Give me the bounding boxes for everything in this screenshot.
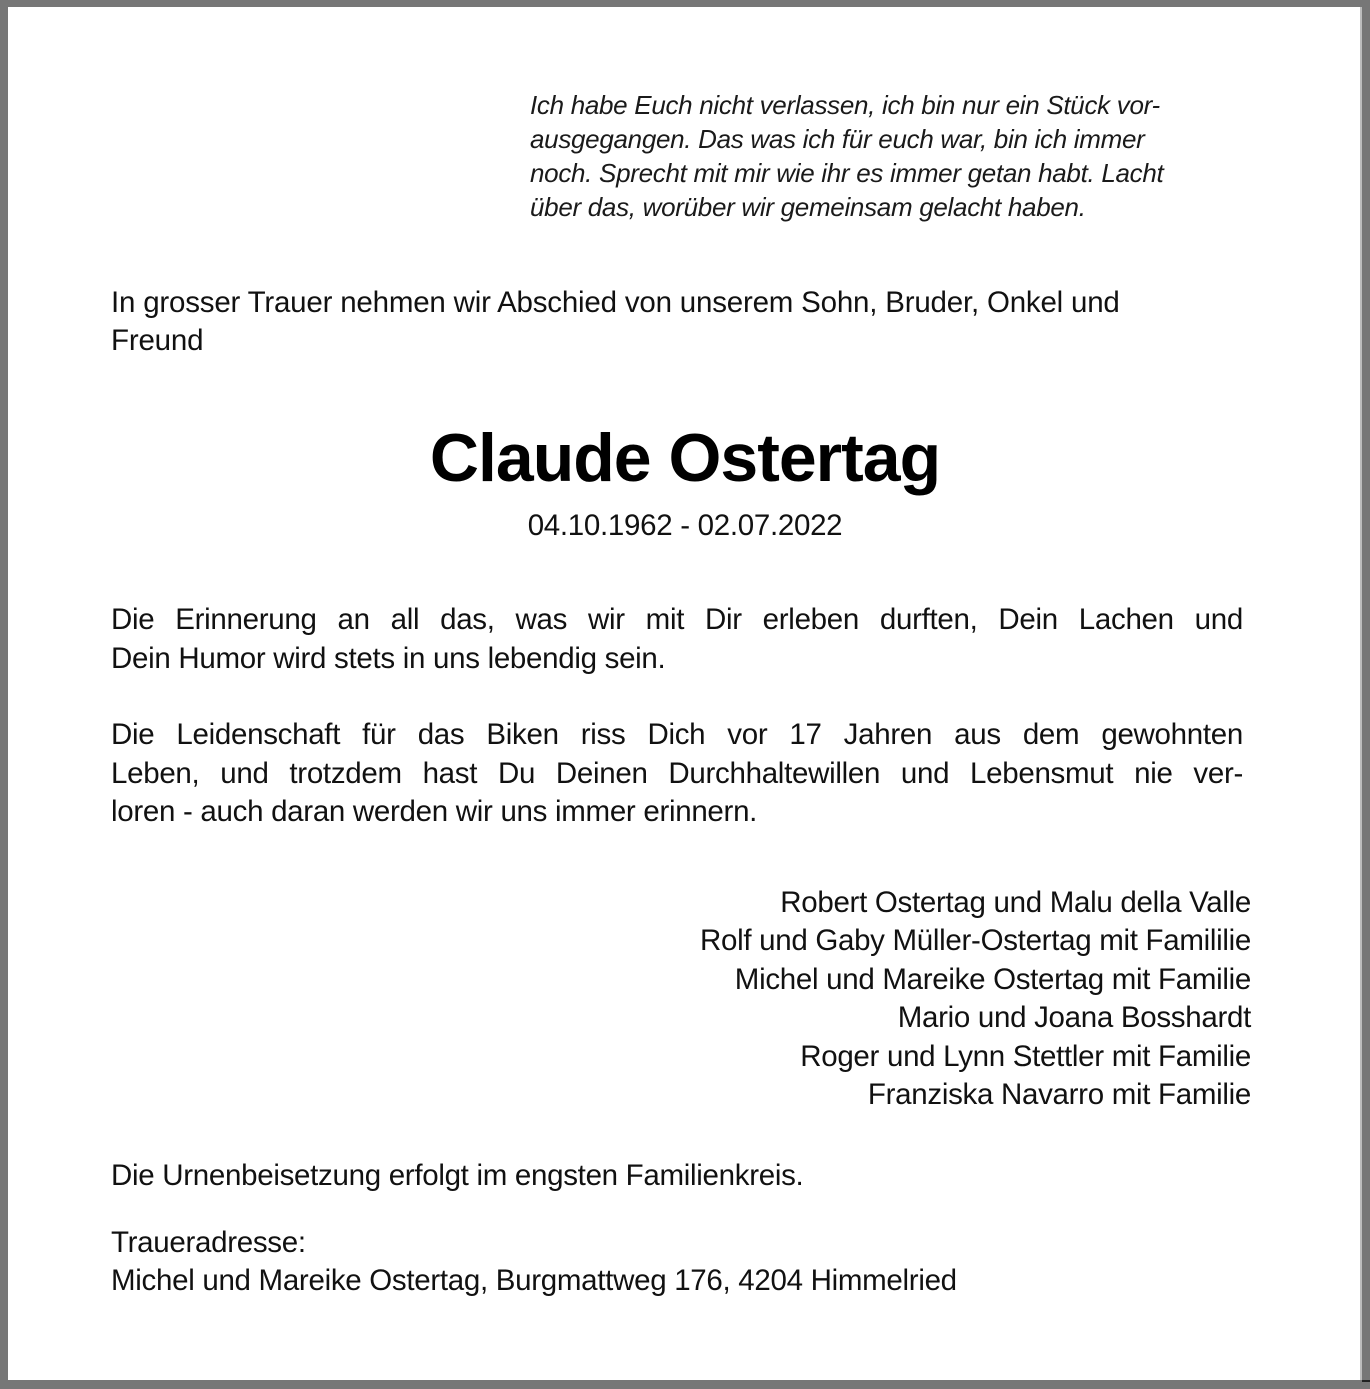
deceased-name: Claude Ostertag: [429, 420, 941, 496]
quote-line: Ich habe Euch nicht verlassen, ich bin nur ein Stück vor-: [530, 90, 1160, 120]
intro-line: In grosser Trauer nehmen wir Abschied von unserem Sohn, Bruder, Onkel und: [111, 286, 1120, 319]
address-label: Traueradresse:: [111, 1226, 306, 1259]
quote-line: noch. Sprecht mit mir wie ihr es immer getan habt. Lacht: [530, 158, 1164, 188]
paragraph-line: loren - auch daran werden wir uns immer erinnern.: [111, 795, 758, 828]
paragraph-line: Leben, und trotzdem hast Du Deinen Durchhaltewillen und Lebensmut nie ver-: [111, 756, 1243, 790]
paragraph-line: Die Erinnerung an all das, was wir mit Dir erleben durften, Dein Lachen und: [111, 603, 1243, 636]
memorial-quote: [530, 88, 1250, 224]
address-text: Michel und Mareike Ostertag, Burgmattweg 176, 4204 Himmelried: [111, 1264, 957, 1297]
frame-corner-line: [1362, 1380, 1370, 1382]
mourners-list: [500, 884, 1251, 1114]
mourner-entry: Rolf und Gaby Müller-Ostertag mit Famililie: [699, 924, 1251, 958]
mourner-entry: Franziska Navarro mit Familie: [867, 1078, 1251, 1112]
burial-note: [111, 1157, 1243, 1195]
passion-paragraph: [111, 716, 1243, 832]
mourner-entry: Mario und Joana Bosshardt: [897, 1001, 1251, 1035]
paragraph-line: Dein Humor wird stets in uns lebendig sein.: [111, 641, 666, 675]
memory-paragraph: [111, 601, 1243, 678]
paragraph-line: Die Leidenschaft für das Biken riss Dich vor 17 Jahren aus dem gewohnten: [111, 718, 1243, 751]
quote-line: über das, worüber wir gemeinsam gelacht haben.: [530, 192, 1086, 222]
mourner-entry: Robert Ostertag und Malu della Valle: [780, 886, 1251, 919]
mourner-entry: Michel und Mareike Ostertag mit Familie: [734, 962, 1251, 996]
intro-line: Freund: [111, 324, 204, 357]
mourning-address: [111, 1224, 1243, 1300]
life-dates: 04.10.1962 - 02.07.2022: [527, 509, 843, 542]
intro-text: [111, 284, 1243, 360]
mourner-entry: Roger und Lynn Stettler mit Familie: [800, 1039, 1251, 1073]
burial-note-text: Die Urnenbeisetzung erfolgt im engsten Familienkreis.: [111, 1159, 804, 1192]
quote-line: ausgegangen. Das was ich für euch war, bin ich immer: [530, 124, 1145, 154]
